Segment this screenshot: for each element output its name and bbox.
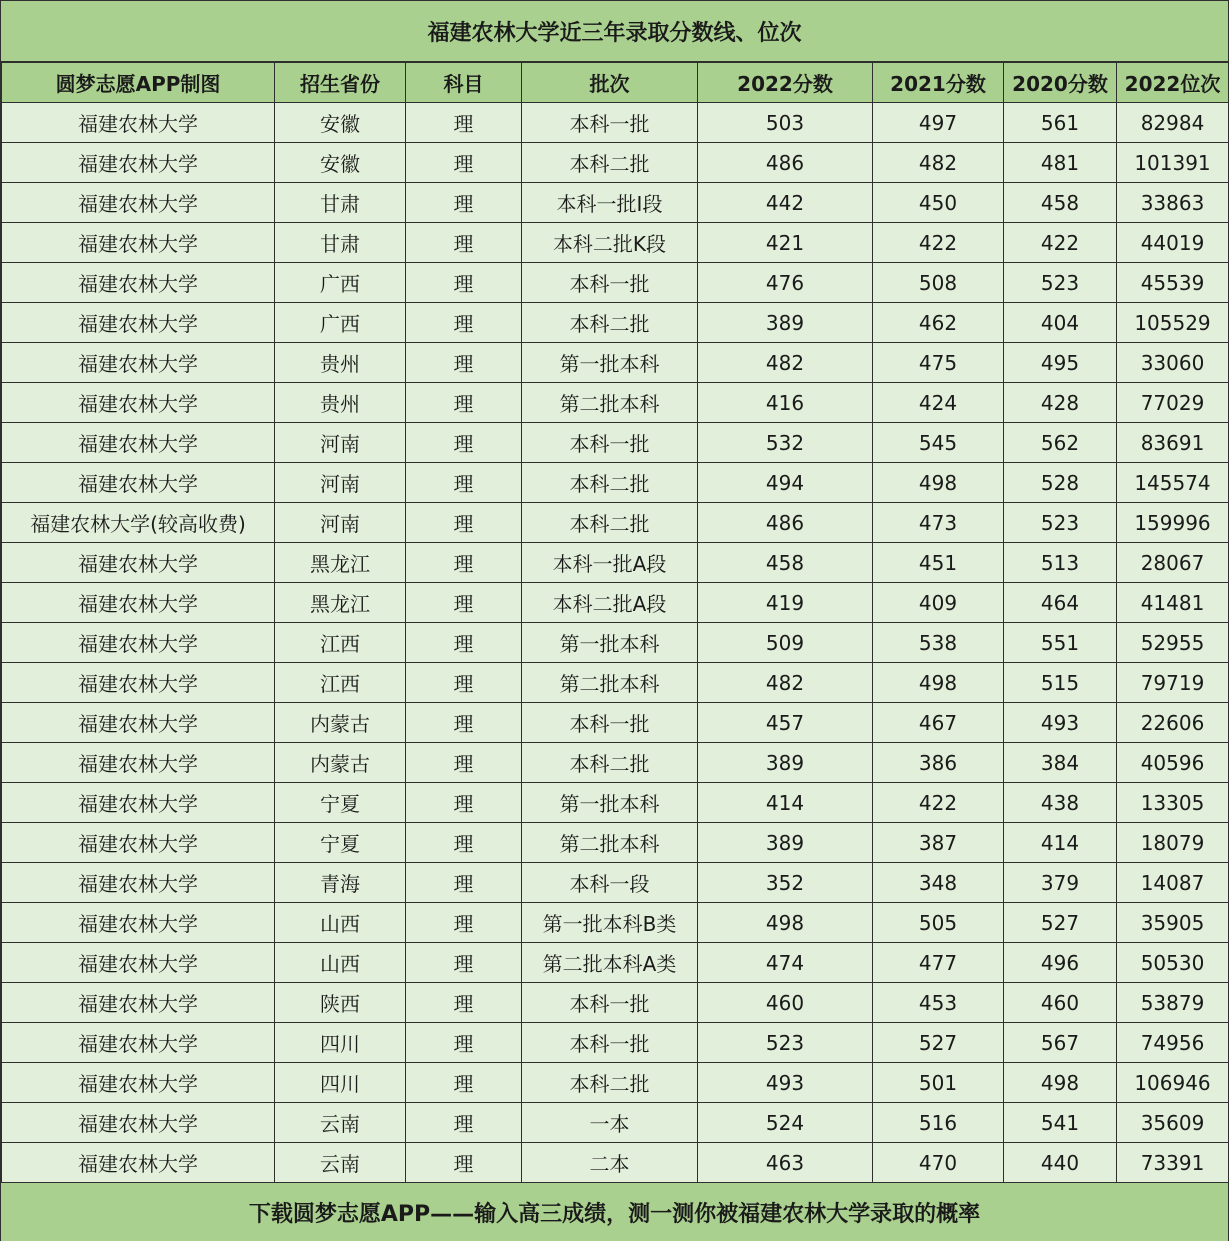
cell-score-2022: 523: [698, 1023, 873, 1063]
cell-province: 黑龙江: [275, 543, 406, 583]
cell-score-2020: 460: [1004, 983, 1117, 1023]
cell-province: 江西: [275, 663, 406, 703]
table-row: [2, 223, 1229, 263]
cell-score-2022: 414: [698, 783, 873, 823]
cell-batch: 本科二批A段: [522, 583, 698, 623]
cell-province: 河南: [275, 423, 406, 463]
cell-score-2020: 567: [1004, 1023, 1117, 1063]
table-row: [2, 183, 1229, 223]
cell-batch: 本科一批: [522, 703, 698, 743]
table-row: [2, 943, 1229, 983]
cell-subject: 理: [406, 183, 522, 223]
cell-rank-2022: 82984: [1117, 103, 1229, 143]
cell-school: 福建农林大学: [2, 1063, 275, 1103]
cell-province: 山西: [275, 903, 406, 943]
cell-subject: 理: [406, 823, 522, 863]
cell-score-2021: 498: [873, 463, 1004, 503]
cell-school: 福建农林大学: [2, 383, 275, 423]
cell-score-2020: 513: [1004, 543, 1117, 583]
cell-subject: 理: [406, 943, 522, 983]
header-cell-batch: 批次: [522, 63, 698, 103]
cell-subject: 理: [406, 903, 522, 943]
cell-score-2021: 516: [873, 1103, 1004, 1143]
cell-subject: 理: [406, 543, 522, 583]
cell-score-2022: 457: [698, 703, 873, 743]
cell-rank-2022: 83691: [1117, 423, 1229, 463]
cell-school: 福建农林大学: [2, 943, 275, 983]
cell-score-2021: 424: [873, 383, 1004, 423]
cell-school: 福建农林大学: [2, 1143, 275, 1183]
cell-subject: 理: [406, 1063, 522, 1103]
cell-score-2022: 493: [698, 1063, 873, 1103]
cell-batch: 本科二批: [522, 1063, 698, 1103]
cell-school: 福建农林大学: [2, 543, 275, 583]
cell-score-2022: 524: [698, 1103, 873, 1143]
cell-score-2020: 414: [1004, 823, 1117, 863]
cell-province: 山西: [275, 943, 406, 983]
cell-school: 福建农林大学: [2, 103, 275, 143]
cell-subject: 理: [406, 343, 522, 383]
cell-province: 河南: [275, 503, 406, 543]
cell-score-2021: 545: [873, 423, 1004, 463]
cell-score-2020: 438: [1004, 783, 1117, 823]
cell-subject: 理: [406, 423, 522, 463]
cell-school: 福建农林大学: [2, 623, 275, 663]
cell-school: 福建农林大学: [2, 903, 275, 943]
cell-province: 内蒙古: [275, 703, 406, 743]
cell-score-2022: 460: [698, 983, 873, 1023]
cell-score-2021: 482: [873, 143, 1004, 183]
header-cell-subject: 科目: [406, 63, 522, 103]
cell-score-2020: 523: [1004, 503, 1117, 543]
table-row: [2, 1023, 1229, 1063]
cell-score-2020: 493: [1004, 703, 1117, 743]
cell-rank-2022: 79719: [1117, 663, 1229, 703]
cell-batch: 本科二批: [522, 463, 698, 503]
header-cell-province: 招生省份: [275, 63, 406, 103]
cell-province: 青海: [275, 863, 406, 903]
cell-batch: 第二批本科: [522, 663, 698, 703]
cell-province: 云南: [275, 1143, 406, 1183]
table-row: [2, 263, 1229, 303]
table-row: [2, 423, 1229, 463]
cell-school: 福建农林大学: [2, 743, 275, 783]
cell-score-2021: 348: [873, 863, 1004, 903]
cell-score-2021: 538: [873, 623, 1004, 663]
cell-score-2021: 505: [873, 903, 1004, 943]
cell-rank-2022: 41481: [1117, 583, 1229, 623]
cell-rank-2022: 52955: [1117, 623, 1229, 663]
cell-score-2021: 527: [873, 1023, 1004, 1063]
cell-score-2020: 541: [1004, 1103, 1117, 1143]
cell-score-2021: 462: [873, 303, 1004, 343]
cell-score-2021: 450: [873, 183, 1004, 223]
cell-score-2020: 551: [1004, 623, 1117, 663]
header-cell-score-2022: 2022分数: [698, 63, 873, 103]
cell-score-2020: 495: [1004, 343, 1117, 383]
cell-score-2021: 409: [873, 583, 1004, 623]
cell-score-2022: 416: [698, 383, 873, 423]
cell-rank-2022: 28067: [1117, 543, 1229, 583]
cell-score-2020: 384: [1004, 743, 1117, 783]
cell-subject: 理: [406, 463, 522, 503]
cell-province: 甘肃: [275, 183, 406, 223]
cell-score-2021: 508: [873, 263, 1004, 303]
cell-batch: 本科二批: [522, 503, 698, 543]
cell-school: 福建农林大学: [2, 663, 275, 703]
footer-banner: 下载圆梦志愿APP——输入高三成绩，测一测你被福建农林大学录取的概率: [1, 1182, 1228, 1241]
table-row: [2, 303, 1229, 343]
cell-score-2020: 523: [1004, 263, 1117, 303]
table-row: [2, 863, 1229, 903]
cell-score-2020: 422: [1004, 223, 1117, 263]
cell-subject: 理: [406, 663, 522, 703]
cell-score-2021: 422: [873, 783, 1004, 823]
cell-rank-2022: 145574: [1117, 463, 1229, 503]
cell-rank-2022: 45539: [1117, 263, 1229, 303]
cell-province: 江西: [275, 623, 406, 663]
cell-score-2022: 389: [698, 823, 873, 863]
cell-score-2020: 464: [1004, 583, 1117, 623]
cell-batch: 本科一段: [522, 863, 698, 903]
cell-school: 福建农林大学: [2, 143, 275, 183]
sheet-title: 福建农林大学近三年录取分数线、位次: [1, 1, 1228, 62]
cell-rank-2022: 74956: [1117, 1023, 1229, 1063]
cell-batch: 本科一批A段: [522, 543, 698, 583]
table-row: [2, 103, 1229, 143]
table-row: [2, 463, 1229, 503]
cell-score-2022: 482: [698, 663, 873, 703]
cell-batch: 本科二批: [522, 743, 698, 783]
cell-score-2022: 442: [698, 183, 873, 223]
cell-province: 贵州: [275, 383, 406, 423]
table-row: [2, 383, 1229, 423]
table-row: [2, 823, 1229, 863]
cell-school: 福建农林大学: [2, 343, 275, 383]
cell-score-2020: 527: [1004, 903, 1117, 943]
cell-score-2021: 477: [873, 943, 1004, 983]
cell-province: 内蒙古: [275, 743, 406, 783]
cell-score-2022: 476: [698, 263, 873, 303]
cell-rank-2022: 22606: [1117, 703, 1229, 743]
table-row: [2, 663, 1229, 703]
cell-score-2020: 561: [1004, 103, 1117, 143]
cell-batch: 本科一批: [522, 423, 698, 463]
table-row: [2, 743, 1229, 783]
table-row: [2, 783, 1229, 823]
cell-subject: 理: [406, 223, 522, 263]
cell-rank-2022: 35609: [1117, 1103, 1229, 1143]
table-row: [2, 903, 1229, 943]
cell-school: 福建农林大学: [2, 983, 275, 1023]
table-row: [2, 1103, 1229, 1143]
cell-school: 福建农林大学: [2, 783, 275, 823]
cell-province: 广西: [275, 303, 406, 343]
cell-rank-2022: 44019: [1117, 223, 1229, 263]
cell-subject: 理: [406, 143, 522, 183]
cell-school: 福建农林大学: [2, 583, 275, 623]
header-cell-score-2021: 2021分数: [873, 63, 1004, 103]
cell-batch: 第二批本科: [522, 383, 698, 423]
cell-rank-2022: 105529: [1117, 303, 1229, 343]
cell-score-2020: 515: [1004, 663, 1117, 703]
cell-batch: 第一批本科: [522, 343, 698, 383]
cell-score-2021: 475: [873, 343, 1004, 383]
cell-score-2021: 386: [873, 743, 1004, 783]
cell-school: 福建农林大学: [2, 823, 275, 863]
cell-province: 广西: [275, 263, 406, 303]
cell-rank-2022: 18079: [1117, 823, 1229, 863]
cell-batch: 本科一批: [522, 983, 698, 1023]
cell-score-2022: 389: [698, 743, 873, 783]
cell-province: 安徽: [275, 143, 406, 183]
cell-score-2022: 532: [698, 423, 873, 463]
cell-batch: 一本: [522, 1103, 698, 1143]
cell-batch: 本科二批K段: [522, 223, 698, 263]
cell-score-2022: 503: [698, 103, 873, 143]
cell-subject: 理: [406, 863, 522, 903]
cell-school: 福建农林大学: [2, 703, 275, 743]
cell-score-2021: 422: [873, 223, 1004, 263]
cell-batch: 二本: [522, 1143, 698, 1183]
cell-subject: 理: [406, 703, 522, 743]
cell-score-2021: 387: [873, 823, 1004, 863]
cell-school: 福建农林大学: [2, 863, 275, 903]
cell-subject: 理: [406, 103, 522, 143]
cell-subject: 理: [406, 783, 522, 823]
cell-rank-2022: 33060: [1117, 343, 1229, 383]
cell-rank-2022: 40596: [1117, 743, 1229, 783]
header-cell-score-2020: 2020分数: [1004, 63, 1117, 103]
cell-score-2020: 498: [1004, 1063, 1117, 1103]
cell-score-2022: 458: [698, 543, 873, 583]
cell-rank-2022: 101391: [1117, 143, 1229, 183]
cell-rank-2022: 14087: [1117, 863, 1229, 903]
cell-batch: 本科一批: [522, 1023, 698, 1063]
cell-batch: 本科一批I段: [522, 183, 698, 223]
table-row: [2, 343, 1229, 383]
cell-score-2020: 458: [1004, 183, 1117, 223]
cell-school: 福建农林大学: [2, 263, 275, 303]
cell-score-2021: 470: [873, 1143, 1004, 1183]
cell-batch: 本科二批: [522, 143, 698, 183]
cell-score-2022: 352: [698, 863, 873, 903]
cell-score-2022: 474: [698, 943, 873, 983]
cell-score-2020: 428: [1004, 383, 1117, 423]
table-row: [2, 623, 1229, 663]
cell-province: 甘肃: [275, 223, 406, 263]
cell-score-2020: 379: [1004, 863, 1117, 903]
cell-score-2020: 481: [1004, 143, 1117, 183]
cell-rank-2022: 13305: [1117, 783, 1229, 823]
cell-subject: 理: [406, 743, 522, 783]
cell-score-2021: 467: [873, 703, 1004, 743]
cell-score-2021: 501: [873, 1063, 1004, 1103]
table-row: [2, 703, 1229, 743]
cell-rank-2022: 53879: [1117, 983, 1229, 1023]
cell-score-2022: 463: [698, 1143, 873, 1183]
cell-batch: 第一批本科: [522, 783, 698, 823]
cell-score-2020: 496: [1004, 943, 1117, 983]
table-row: [2, 543, 1229, 583]
cell-province: 安徽: [275, 103, 406, 143]
header-cell-maker: 圆梦志愿APP制图: [2, 63, 275, 103]
cell-subject: 理: [406, 583, 522, 623]
cell-score-2022: 421: [698, 223, 873, 263]
cell-score-2020: 562: [1004, 423, 1117, 463]
cell-score-2021: 498: [873, 663, 1004, 703]
cell-score-2022: 486: [698, 503, 873, 543]
cell-rank-2022: 35905: [1117, 903, 1229, 943]
cell-score-2021: 473: [873, 503, 1004, 543]
cell-rank-2022: 33863: [1117, 183, 1229, 223]
table-row: [2, 143, 1229, 183]
header-row: [2, 63, 1229, 103]
table-row: [2, 1143, 1229, 1183]
cell-province: 四川: [275, 1063, 406, 1103]
cell-score-2022: 509: [698, 623, 873, 663]
cell-school: 福建农林大学: [2, 1103, 275, 1143]
cell-rank-2022: 159996: [1117, 503, 1229, 543]
cell-school: 福建农林大学: [2, 183, 275, 223]
cell-rank-2022: 106946: [1117, 1063, 1229, 1103]
cell-subject: 理: [406, 303, 522, 343]
cell-score-2022: 486: [698, 143, 873, 183]
cell-score-2020: 528: [1004, 463, 1117, 503]
table-row: [2, 1063, 1229, 1103]
cell-rank-2022: 77029: [1117, 383, 1229, 423]
cell-subject: 理: [406, 503, 522, 543]
cell-score-2022: 389: [698, 303, 873, 343]
cell-school: 福建农林大学: [2, 303, 275, 343]
cell-province: 宁夏: [275, 783, 406, 823]
header-cell-rank-2022: 2022位次: [1117, 63, 1229, 103]
cell-score-2022: 482: [698, 343, 873, 383]
cell-score-2022: 498: [698, 903, 873, 943]
cell-province: 陕西: [275, 983, 406, 1023]
table-row: [2, 583, 1229, 623]
cell-score-2022: 419: [698, 583, 873, 623]
cell-rank-2022: 73391: [1117, 1143, 1229, 1183]
cell-province: 贵州: [275, 343, 406, 383]
cell-subject: 理: [406, 983, 522, 1023]
cell-subject: 理: [406, 1023, 522, 1063]
cell-rank-2022: 50530: [1117, 943, 1229, 983]
table-row: [2, 503, 1229, 543]
cell-score-2021: 453: [873, 983, 1004, 1023]
cell-batch: 第一批本科B类: [522, 903, 698, 943]
cell-province: 云南: [275, 1103, 406, 1143]
cell-batch: 第二批本科: [522, 823, 698, 863]
cell-school: 福建农林大学(较高收费): [2, 503, 275, 543]
cell-batch: 本科二批: [522, 303, 698, 343]
cell-score-2020: 440: [1004, 1143, 1117, 1183]
cell-score-2020: 404: [1004, 303, 1117, 343]
table-body: [2, 103, 1229, 1183]
cell-batch: 本科一批: [522, 103, 698, 143]
cell-province: 四川: [275, 1023, 406, 1063]
cell-score-2021: 497: [873, 103, 1004, 143]
cell-province: 宁夏: [275, 823, 406, 863]
cell-batch: 本科一批: [522, 263, 698, 303]
cell-school: 福建农林大学: [2, 423, 275, 463]
cell-score-2021: 451: [873, 543, 1004, 583]
cell-batch: 第二批本科A类: [522, 943, 698, 983]
cell-school: 福建农林大学: [2, 223, 275, 263]
cell-batch: 第一批本科: [522, 623, 698, 663]
table-row: [2, 983, 1229, 1023]
cell-subject: 理: [406, 1143, 522, 1183]
cell-school: 福建农林大学: [2, 463, 275, 503]
cell-subject: 理: [406, 383, 522, 423]
cell-subject: 理: [406, 623, 522, 663]
cell-subject: 理: [406, 263, 522, 303]
cell-score-2022: 494: [698, 463, 873, 503]
score-table: [1, 62, 1229, 1183]
cell-subject: 理: [406, 1103, 522, 1143]
cell-province: 黑龙江: [275, 583, 406, 623]
cell-province: 河南: [275, 463, 406, 503]
cell-school: 福建农林大学: [2, 1023, 275, 1063]
